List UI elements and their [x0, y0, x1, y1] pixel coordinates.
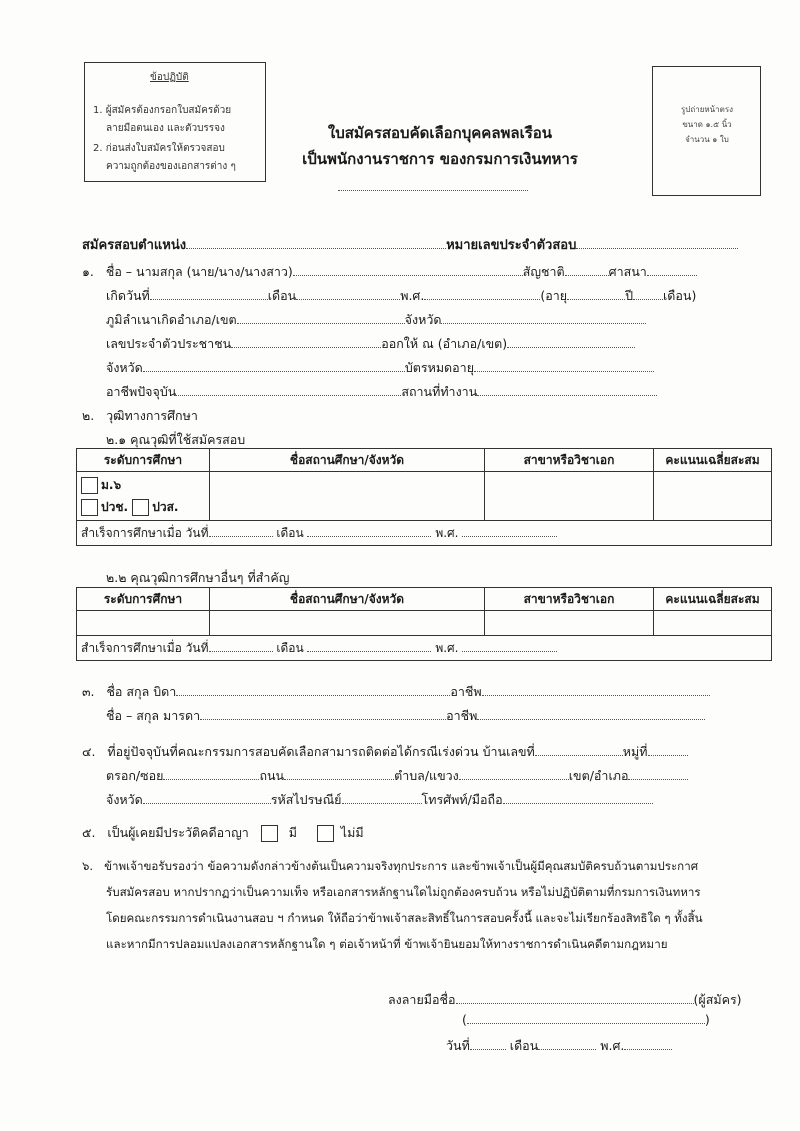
level-cell-2[interactable] — [77, 611, 210, 636]
sign-month-field[interactable] — [538, 1038, 596, 1050]
paren-open: ( — [462, 1012, 467, 1027]
birth-day-field[interactable] — [150, 288, 268, 300]
pvc-checkbox[interactable] — [81, 499, 98, 516]
section1-number: ๑. — [82, 264, 94, 279]
district-field[interactable] — [628, 768, 688, 780]
phone-field[interactable] — [503, 792, 653, 804]
province-label: จังหวัด — [404, 312, 442, 327]
col-major: สาขาหรือวิชาเอก — [485, 449, 654, 472]
col-gpa-2: คะแนนเฉลี่ยสะสม — [654, 588, 772, 611]
photo-line-1: รูปถ่ายหน้าตรง — [680, 105, 734, 114]
sign-year-label: พ.ศ. — [600, 1038, 625, 1053]
issued-at-field[interactable] — [507, 336, 635, 348]
religion-field[interactable] — [647, 264, 697, 276]
occupation-field[interactable] — [176, 384, 401, 396]
subdistrict-field[interactable] — [459, 768, 569, 780]
mother-occupation-field[interactable] — [477, 708, 705, 720]
graduated-row-1 — [77, 521, 772, 546]
card-expiry-label: บัตรหมดอายุ — [404, 360, 475, 375]
rules-line-1: 1. ผู้สมัครต้องกรอกใบสมัครด้วย — [93, 105, 232, 116]
birth-year-field[interactable] — [424, 288, 540, 300]
card-expiry-field[interactable] — [474, 360, 654, 372]
grad-year-field-2[interactable] — [462, 640, 557, 652]
mother-occupation-label: อาชีพ — [446, 708, 478, 723]
province-label-4: จังหวัด — [106, 792, 143, 807]
grad-year-field[interactable] — [462, 525, 557, 537]
father-field[interactable] — [176, 684, 450, 696]
age-month-label: เดือน) — [663, 288, 697, 303]
section6-number: ๖. — [82, 859, 94, 873]
section2-sub2: ๒.๒ คุณวุฒิการศึกษาอื่นๆ ที่สำคัญ — [106, 570, 290, 585]
soi-field[interactable] — [163, 768, 259, 780]
gpa-cell[interactable] — [654, 472, 772, 521]
position-field[interactable] — [186, 237, 446, 249]
m6-label: ม.๖ — [101, 477, 122, 492]
declaration-line-4: และหากมีการปลอมแปลงเอกสารหลักฐานใด ๆ ต่อเจ้าหน้าที่ ข้าพเจ้ายินยอมให้ทางราชการดำเนินคดีตามกฎหมาย — [106, 937, 668, 951]
house-no-field[interactable] — [535, 744, 623, 756]
age-year-field[interactable] — [567, 288, 625, 300]
signature-field[interactable] — [456, 992, 694, 1004]
form-title-line-2: เป็นพนักงานราชการ ของกรมการเงินทหาร — [302, 150, 578, 168]
grad-month-field[interactable] — [307, 525, 431, 537]
school-cell[interactable] — [210, 472, 485, 521]
road-label: ถนน — [259, 768, 285, 783]
section4-number: ๔. — [82, 744, 96, 759]
criminal-yes-checkbox[interactable] — [261, 825, 278, 842]
col-level-2: ระดับการศึกษา — [77, 588, 210, 611]
pvs-checkbox[interactable] — [132, 499, 149, 516]
exam-no-field[interactable] — [576, 237, 738, 249]
col-major-2: สาขาหรือวิชาเอก — [485, 588, 654, 611]
father-occupation-field[interactable] — [482, 684, 710, 696]
birth-year-label: พ.ศ. — [400, 288, 425, 303]
sign-day-field[interactable] — [470, 1038, 506, 1050]
religion-label: ศาสนา — [608, 264, 647, 279]
father-occupation-label: อาชีพ — [450, 684, 482, 699]
birthplace-label: ภูมิลำเนาเกิดอำเภอ/เขต — [106, 312, 237, 327]
graduated-label-2: สำเร็จการศึกษาเมื่อ วันที่ — [81, 640, 209, 655]
col-school-2: ชื่อสถานศึกษา/จังหวัด — [210, 588, 485, 611]
grad-month-label-2: เดือน — [276, 640, 304, 655]
address-label: ที่อยู่ปัจจุบันที่คณะกรรมการสอบคัดเลือกสามารถติดต่อได้กรณีเร่งด่วน บ้านเลขที่ — [107, 744, 535, 759]
id-card-label: เลขประจำตัวประชาชน — [106, 336, 232, 351]
rules-line-4: ความถูกต้องของเอกสารต่าง ๆ — [106, 161, 236, 172]
criminal-yes-label: มี — [288, 825, 297, 840]
nationality-label: สัญชาติ — [522, 264, 565, 279]
id-card-field[interactable] — [231, 336, 381, 348]
major-cell-2[interactable] — [485, 611, 654, 636]
province-field[interactable] — [441, 312, 646, 324]
m6-checkbox[interactable] — [81, 477, 98, 494]
birth-month-field[interactable] — [296, 288, 400, 300]
graduated-label: สำเร็จการศึกษาเมื่อ วันที่ — [81, 525, 209, 540]
photo-box — [652, 66, 761, 196]
col-gpa: คะแนนเฉลี่ยสะสม — [654, 449, 772, 472]
postcode-field[interactable] — [342, 792, 422, 804]
grad-month-label: เดือน — [276, 525, 304, 540]
graduated-row-2 — [77, 636, 772, 661]
title-underline — [338, 190, 528, 191]
criminal-no-checkbox[interactable] — [317, 825, 334, 842]
name-label: ชื่อ – นามสกุล (นาย/นาง/นางสาว) — [105, 264, 293, 279]
province2-field[interactable] — [143, 360, 405, 372]
declaration-line-2: รับสมัครสอบ หากปรากฏว่าเป็นความเท็จ หรือเอกสารหลักฐานใดไม่ถูกต้องครบถ้วน หรือไม่ปฏิบัติตามที่กรมการเงินทหาร — [106, 885, 701, 899]
birth-month-label: เดือน — [267, 288, 297, 303]
major-cell[interactable] — [485, 472, 654, 521]
father-label: ชื่อ สกุล บิดา — [106, 684, 177, 699]
grad-day-field[interactable] — [209, 525, 273, 537]
age-year-label: ปี — [625, 288, 634, 303]
school-cell-2[interactable] — [210, 611, 485, 636]
sign-month-label: เดือน — [509, 1038, 539, 1053]
photo-line-2: ขนาด ๑.๕ นิ้ว — [682, 120, 732, 129]
section2-number: ๒. — [82, 408, 95, 423]
section2-sub1: ๒.๑ คุณวุฒิที่ใช้สมัครสอบ — [106, 432, 246, 447]
rules-line-2: ลายมือตนเอง และตัวบรรจง — [106, 123, 225, 134]
birthplace-field[interactable] — [237, 312, 405, 324]
position-label: สมัครสอบตำแหน่ง — [82, 238, 187, 253]
birth-date-label: เกิดวันที่ — [106, 288, 150, 303]
age-month-field[interactable] — [633, 288, 663, 300]
mother-label: ชื่อ – สกุล มารดา — [106, 708, 201, 723]
occupation-label: อาชีพปัจจุบัน — [106, 384, 177, 399]
sign-date-label: วันที่ — [446, 1038, 470, 1053]
section2-title: วุฒิทางการศึกษา — [106, 408, 198, 423]
pvs-label: ปวส. — [152, 499, 179, 514]
col-level: ระดับการศึกษา — [77, 449, 210, 472]
education-table-2 — [76, 587, 772, 661]
section3-number: ๓. — [82, 684, 95, 699]
nationality-field[interactable] — [565, 264, 609, 276]
exam-no-label: หมายเลขประจำตัวสอบ — [446, 238, 577, 253]
photo-line-3: จำนวน ๑ ใบ — [685, 135, 729, 144]
subdistrict-label: ตำบล/แขวง — [394, 768, 459, 783]
age-label: (อายุ — [540, 288, 568, 303]
moo-field[interactable] — [648, 744, 688, 756]
pvc-label: ปวช. — [101, 499, 129, 514]
education-table-1 — [76, 448, 772, 546]
rules-title: ข้อปฏิบัติ — [150, 72, 189, 83]
mother-field[interactable] — [200, 708, 446, 720]
gpa-cell-2[interactable] — [654, 611, 772, 636]
section5-number: ๕. — [82, 825, 96, 840]
paren-close: ) — [704, 1012, 710, 1027]
soi-label: ตรอก/ซอย — [106, 768, 164, 783]
road-field[interactable] — [284, 768, 394, 780]
sign-year-field[interactable] — [624, 1038, 672, 1050]
form-title-line-1: ใบสมัครสอบคัดเลือกบุคคลพลเรือน — [327, 124, 553, 142]
criminal-no-label: ไม่มี — [340, 825, 364, 840]
province-field-4[interactable] — [143, 792, 271, 804]
applicant-label: (ผู้สมัคร) — [693, 992, 742, 1007]
moo-label: หมู่ที่ — [622, 744, 648, 759]
province2-label: จังหวัด — [106, 360, 143, 375]
declaration-line-3: โดยคณะกรรมการดำเนินงานสอบ ฯ กำหนด ให้ถือว่าข้าพเจ้าสละสิทธิ์ในการสอบครั้งนี้ และจะไม่เรียกร้องสิทธิใด ๆ ทั้งสิ้น — [106, 911, 703, 925]
issued-at-label: ออกให้ ณ (อำเภอ/เขต) — [381, 336, 508, 351]
grad-month-field-2[interactable] — [307, 640, 431, 652]
printed-name-field[interactable] — [467, 1012, 705, 1024]
level-options — [77, 472, 210, 521]
grad-year-label-2: พ.ศ. — [435, 640, 459, 655]
district-label: เขต/อำเภอ — [568, 768, 629, 783]
workplace-field[interactable] — [477, 384, 657, 396]
declaration-line-1: ข้าพเจ้าขอรับรองว่า ข้อความดังกล่าวข้างต้นเป็นความจริงทุกประการ และข้าพเจ้าเป็นผู้มีคุณสมบัติครบถ้วนตามประกาศ — [104, 859, 699, 873]
name-field[interactable] — [293, 264, 523, 276]
phone-label: โทรศัพท์/มือถือ — [421, 792, 503, 807]
grad-year-label: พ.ศ. — [435, 525, 459, 540]
postcode-label: รหัสไปรษณีย์ — [270, 792, 342, 807]
grad-day-field-2[interactable] — [209, 640, 273, 652]
rules-line-3: 2. ก่อนส่งใบสมัครให้ตรวจสอบ — [93, 143, 225, 154]
workplace-label: สถานที่ทำงาน — [401, 384, 478, 399]
col-school: ชื่อสถานศึกษา/จังหวัด — [210, 449, 485, 472]
criminal-record-label: เป็นผู้เคยมีประวัติคดีอาญา — [107, 825, 249, 840]
signature-label: ลงลายมือชื่อ — [388, 992, 456, 1007]
